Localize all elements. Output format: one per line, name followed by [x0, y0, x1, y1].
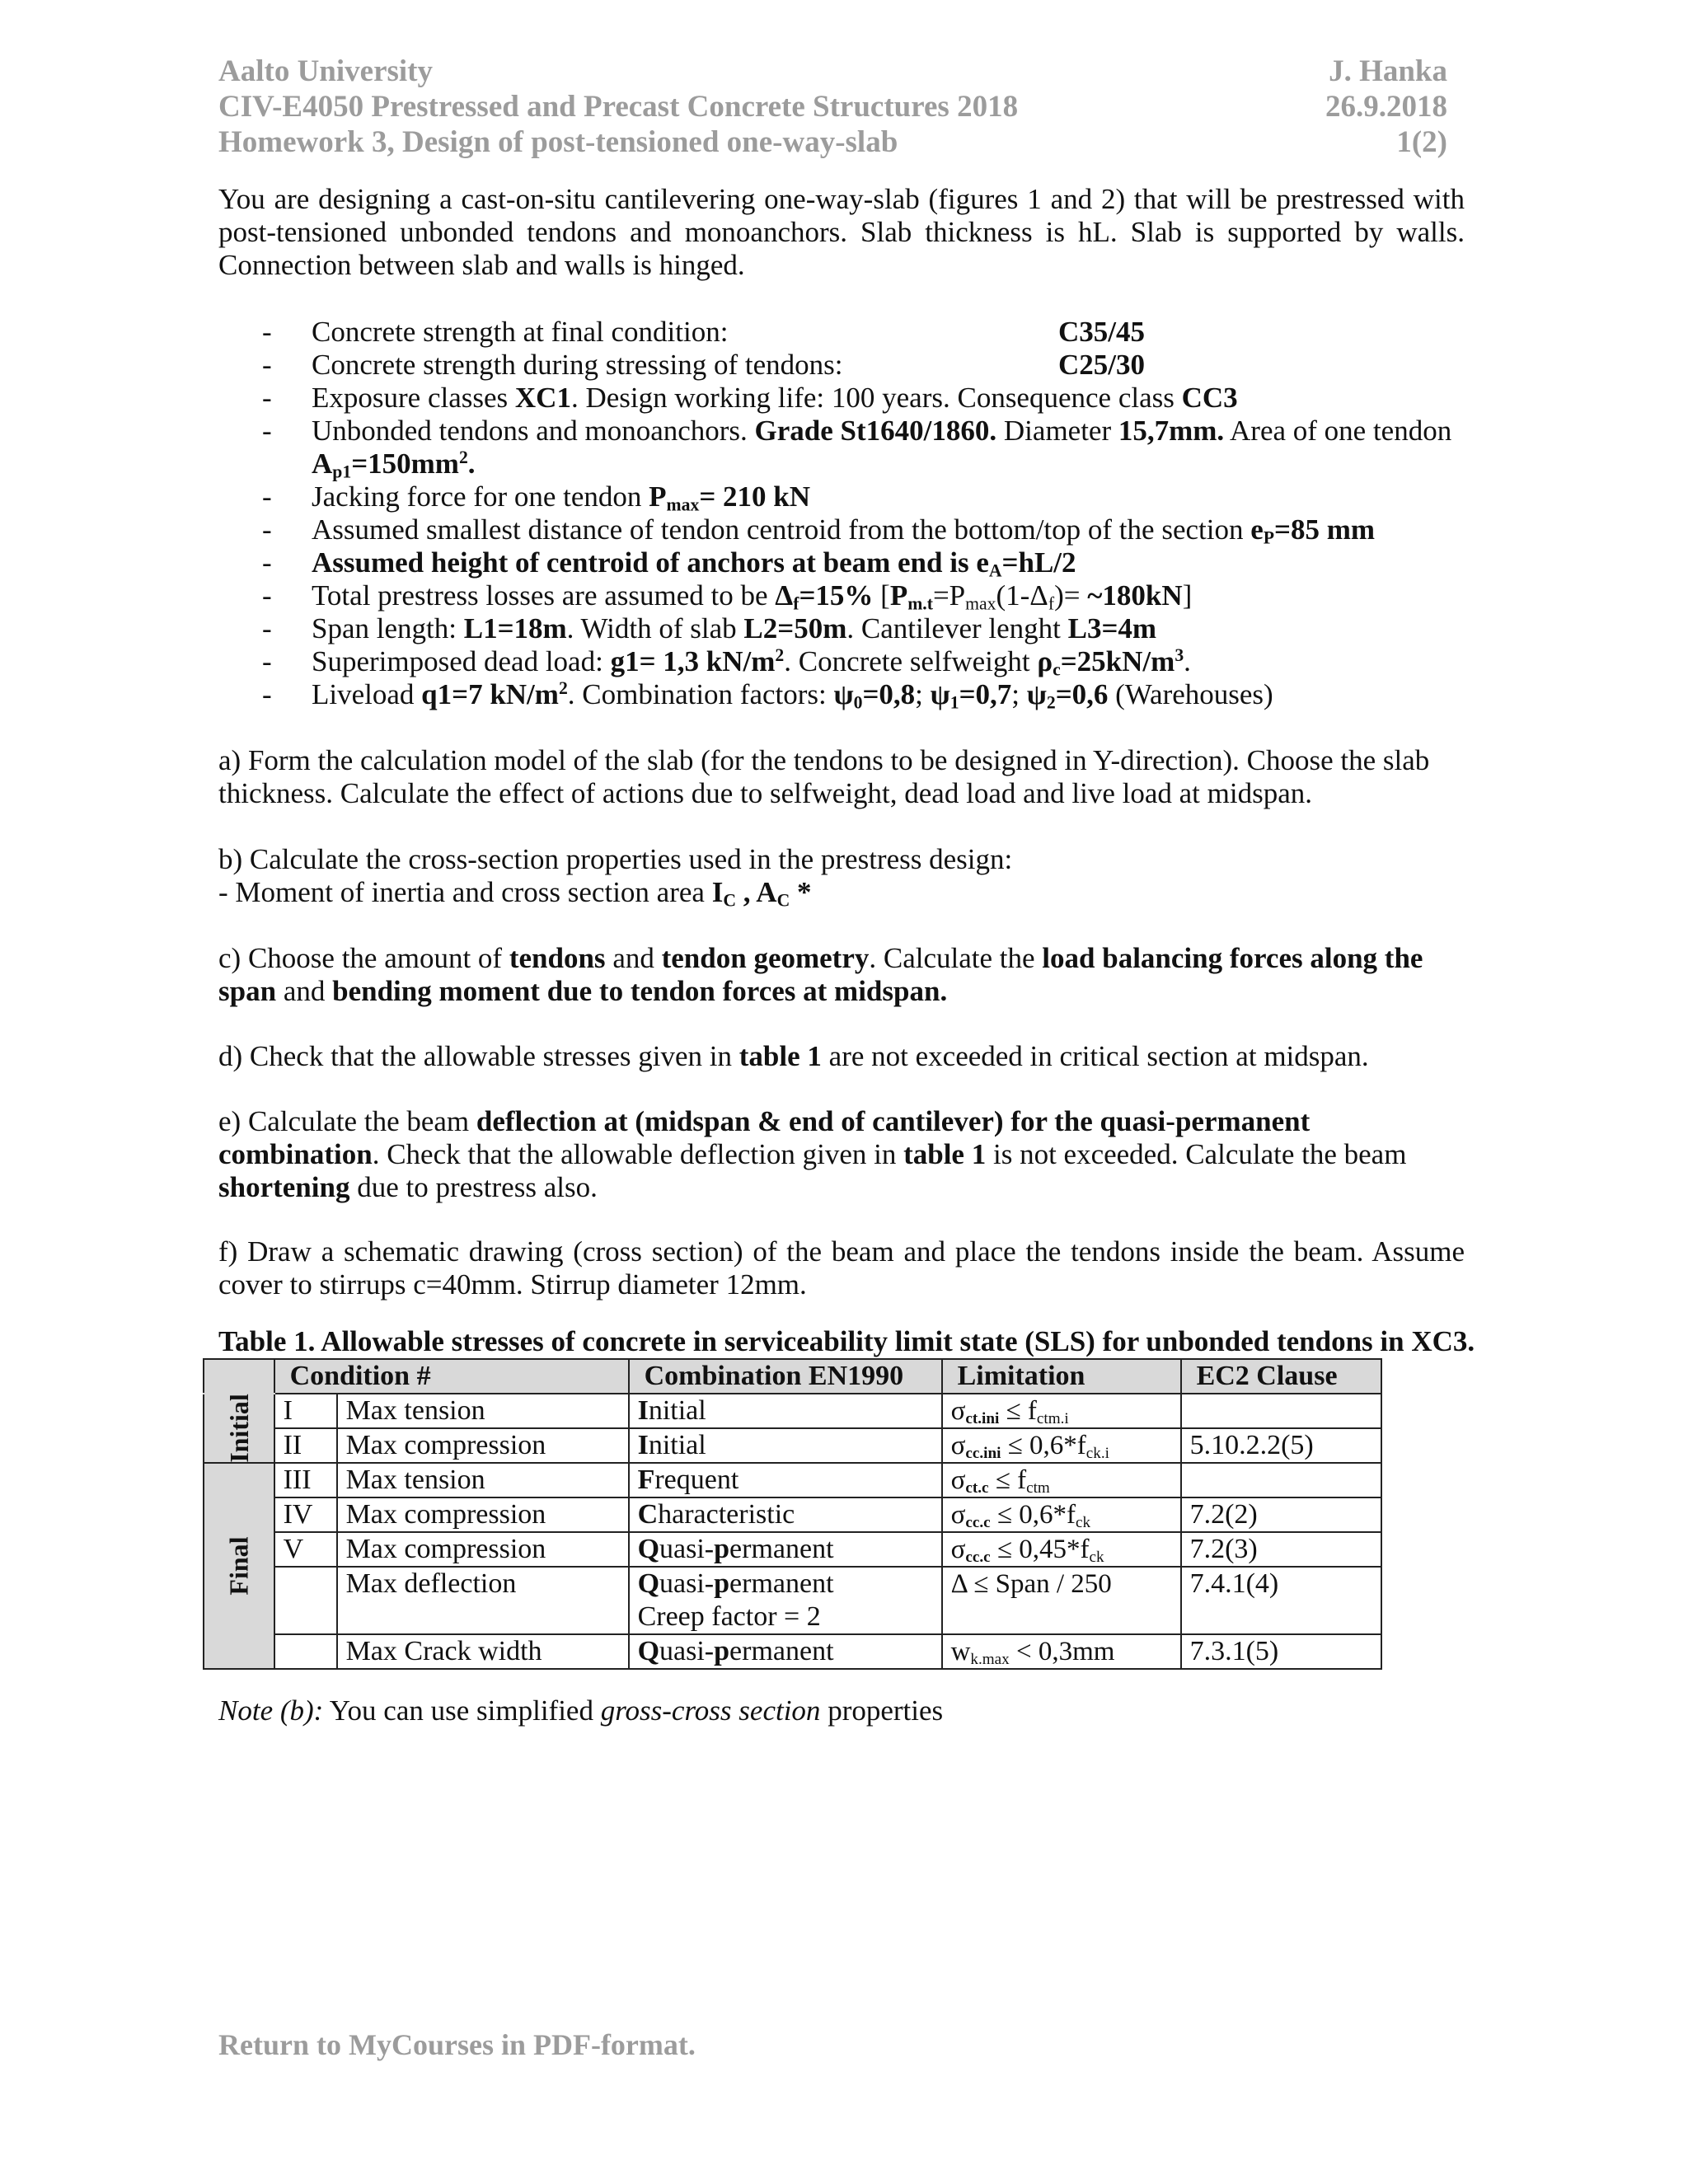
header-clause: EC2 Clause [1181, 1359, 1381, 1394]
header-assignment: Homework 3, Design of post-tensioned one-way-slab [218, 125, 898, 159]
table-row: Initial I Max tension Initial $\sigma_{ct.ini} \le f_{ctm.i}$ [204, 1394, 1381, 1428]
intro-paragraph: You are designing a cast-on-situ cantilevering one-way-slab (figures 1 and 2) that will be prestressed with post-tensioned unbonded tendons and monoanchors. Slab thickness is hL. Slab is supported by walls. Connection between slab and walls is hinged. [218, 183, 1465, 281]
table-row: Final III Max tension Frequent $\sigma_{ct.c} \le f_{ctm}$ [204, 1463, 1381, 1497]
spec-item: - Exposure classes XC1. Design working life: 100 years. Consequence class CC3 [262, 382, 1465, 415]
note: Note (b): You can use simplified gross-cross section properties [218, 1694, 944, 1727]
header-limitation: Limitation [942, 1359, 1181, 1394]
table-title: Table 1. Allowable stresses of concrete in serviceability limit state (SLS) for unbonded tendons in XC3. [218, 1325, 1475, 1357]
spec-item: - Assumed smallest distance of tendon centroid from the bottom/top of the section $e_P=85$ mm [262, 513, 1465, 546]
header-author: J. Hanka [1329, 54, 1447, 88]
question-f: f) Draw a schematic drawing (cross section) of the beam and place the tendons inside the beam. Assume cover to stirrups c=40mm. Stirrup diameter 12mm. [218, 1235, 1465, 1301]
header-right [1325, 54, 1447, 160]
allowable-stresses-table [203, 1358, 1382, 1670]
spec-item: - Superimposed dead load: g1= 1,3 $kN/m^2$. Concrete selfweight $\rho_c=25kN/m^3$. [262, 645, 1465, 678]
header-left [218, 54, 1018, 160]
spec-item: - Unbonded tendons and monoanchors. Grade St1640/1860. Diameter 15,7mm. Area of one tendon $A_{p1}=150mm^2$. [262, 415, 1465, 480]
question-a: a) Form the calculation model of the slab (for the tendons to be designed in Y-direction). Choose the slab thickness. Calculate the effect of actions due to selfweight, dead load and live load at midspan. [218, 744, 1430, 809]
header-course: CIV-E4050 Prestressed and Precast Concrete Structures 2018 [218, 90, 1019, 124]
table-row: Max Crack width Quasi-permanent $w_{k.max} < 0,3mm$ 7.3.1(5) [204, 1634, 1381, 1669]
header-combination: Combination EN1990 [629, 1359, 942, 1394]
spec-list [262, 316, 1465, 711]
table-row: II Max compression Initial $\sigma_{cc.ini} \le 0,6*f_{ck.i}$ 5.10.2.2(5) [204, 1428, 1381, 1463]
spec-item: - Concrete strength during stressing of tendons: C25/30 [262, 349, 1465, 382]
table-row: V Max compression Quasi-permanent $\sigma_{cc.c} \le 0,45*f_{ck}$ 7.2(3) [204, 1532, 1381, 1567]
header-condition: Condition # [274, 1359, 629, 1394]
group-final: Final [204, 1463, 274, 1669]
header-university: Aalto University [218, 54, 433, 88]
header-page-number: 1(2) [1396, 125, 1447, 159]
table-header-row [204, 1359, 1381, 1394]
group-initial: Initial [204, 1394, 274, 1463]
question-d: d) Check that the allowable stresses given in table 1 are not exceeded in critical section at midspan. [218, 1040, 1369, 1072]
spec-item: - Concrete strength at final condition: C35/45 [262, 316, 1465, 349]
table-row: IV Max compression Characteristic $\sigma_{cc.c} \le 0,6*f_{ck}$ 7.2(2) [204, 1497, 1381, 1532]
question-c: c) Choose the amount of tendons and tendon geometry. Calculate the load balancing forces along the span and bending moment due to tendon forces at midspan. [218, 942, 1423, 1007]
spec-item: - Assumed height of centroid of anchors at beam end is $e_A=hL/2$ [262, 546, 1465, 579]
footer-instruction: Return to MyCourses in PDF-format. [218, 2028, 696, 2061]
question-e: e) Calculate the beam deflection at (midspan & end of cantilever) for the quasi-permanent combination. Check that the allowable deflection given in table 1 is not exceeded. Calculate the beam shortening due to prestress also. [218, 1105, 1407, 1203]
spec-item: - Total prestress losses are assumed to be $\Delta_f=15\%$ [$P_{m.t}=P_{max}(1-\Delta_f)=$ ~180kN] [262, 579, 1465, 612]
table-row: Max deflection Quasi-permanent Creep factor = 2 Δ ≤ Span / 250 7.4.1(4) [204, 1567, 1381, 1634]
spec-item: - Span length: L1=18m. Width of slab L2=50m. Cantilever lenght L3=4m [262, 612, 1465, 645]
spec-item: - Liveload q1=7 $kN/m^2$. Combination factors: $\psi_0=0,8$; $\psi_1=0,7$; $\psi_2=0,6$ (Warehouses) [262, 678, 1465, 711]
question-b: b) Calculate the cross-section properties used in the prestress design: - Moment of inertia and cross section area $I_C$ , $A_C$ * [218, 843, 1013, 911]
header-date: 26.9.2018 [1325, 90, 1447, 124]
spec-item: - Jacking force for one tendon $P_{max}= 210$ kN [262, 480, 1465, 513]
